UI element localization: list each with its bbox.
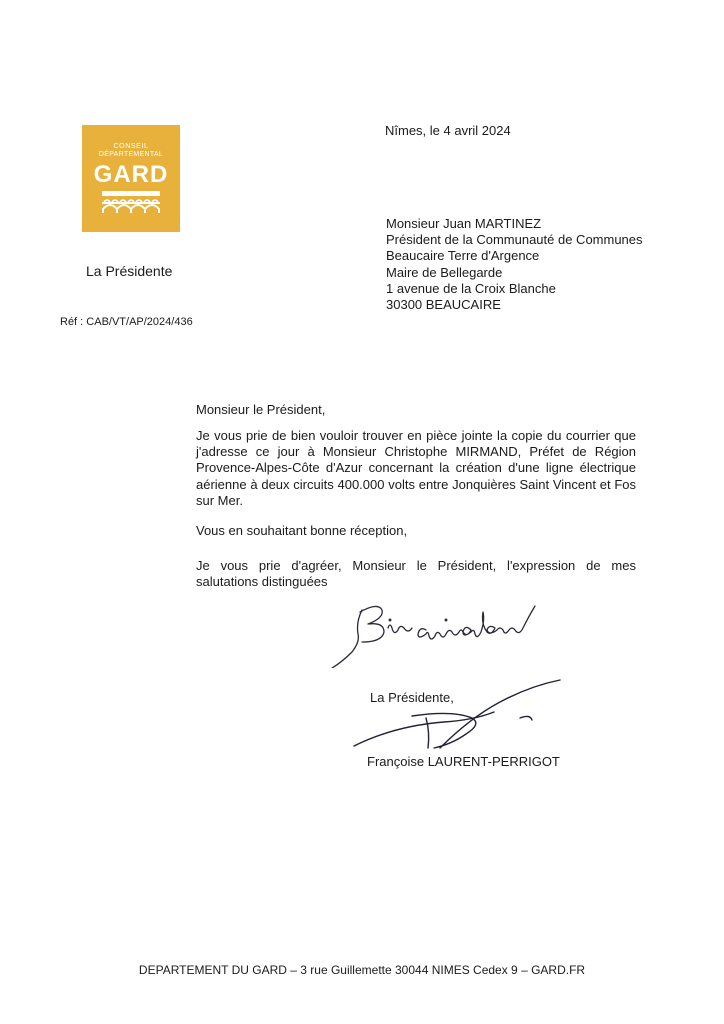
- body-paragraph-3: Je vous prie d'agréer, Monsieur le Président, l'expression de mes salutations distinguées: [196, 558, 636, 590]
- recipient-line: Maire de Bellegarde: [386, 264, 503, 280]
- signature: [340, 678, 570, 758]
- recipient-line: Monsieur Juan MARTINEZ: [386, 216, 542, 231]
- letter-date: Nîmes, le 4 avril 2024: [385, 123, 511, 138]
- sender-title: La Présidente: [86, 263, 173, 279]
- recipient-line: 1 avenue de la Croix Blanche: [386, 280, 556, 296]
- handwritten-note: [330, 598, 580, 668]
- recipient-line: 30300 BEAUCAIRE: [386, 297, 501, 313]
- recipient-address: [386, 216, 643, 313]
- body-paragraph-1: Je vous prie de bien vouloir trouver en pièce jointe la copie du courrier que j'adresse ce jour à Monsieur Christophe MIRMAND, Préfet de Région Provence-Alpes-Côte d'Azur concernant la création d'une ligne électrique aérienne à deux circuits 400.000 volts entre Jonquières Saint Vincent et Fos sur Mer.: [196, 428, 636, 508]
- signatory-name: Françoise LAURENT-PERRIGOT: [367, 754, 560, 769]
- reference-number: Réf : CAB/VT/AP/2024/436: [60, 316, 193, 328]
- logo-line-conseil: CONSEIL: [113, 143, 149, 150]
- gard-logo: [82, 125, 180, 232]
- closing-title: La Présidente,: [370, 690, 454, 705]
- salutation: Monsieur le Président,: [196, 402, 326, 417]
- footer-address: DEPARTEMENT DU GARD – 3 rue Guillemette 30044 NIMES Cedex 9 – GARD.FR: [138, 963, 586, 977]
- pont-du-gard-arches-icon: [102, 191, 160, 213]
- logo-line-departemental: DÉPARTEMENTAL: [98, 151, 164, 158]
- body-paragraph-2: Vous en souhaitant bonne réception,: [196, 523, 408, 538]
- recipient-line: Beaucaire Terre d'Argence: [386, 248, 540, 264]
- logo-line-gard: GARD: [93, 161, 169, 188]
- recipient-line: Président de la Communauté de Communes: [386, 232, 643, 248]
